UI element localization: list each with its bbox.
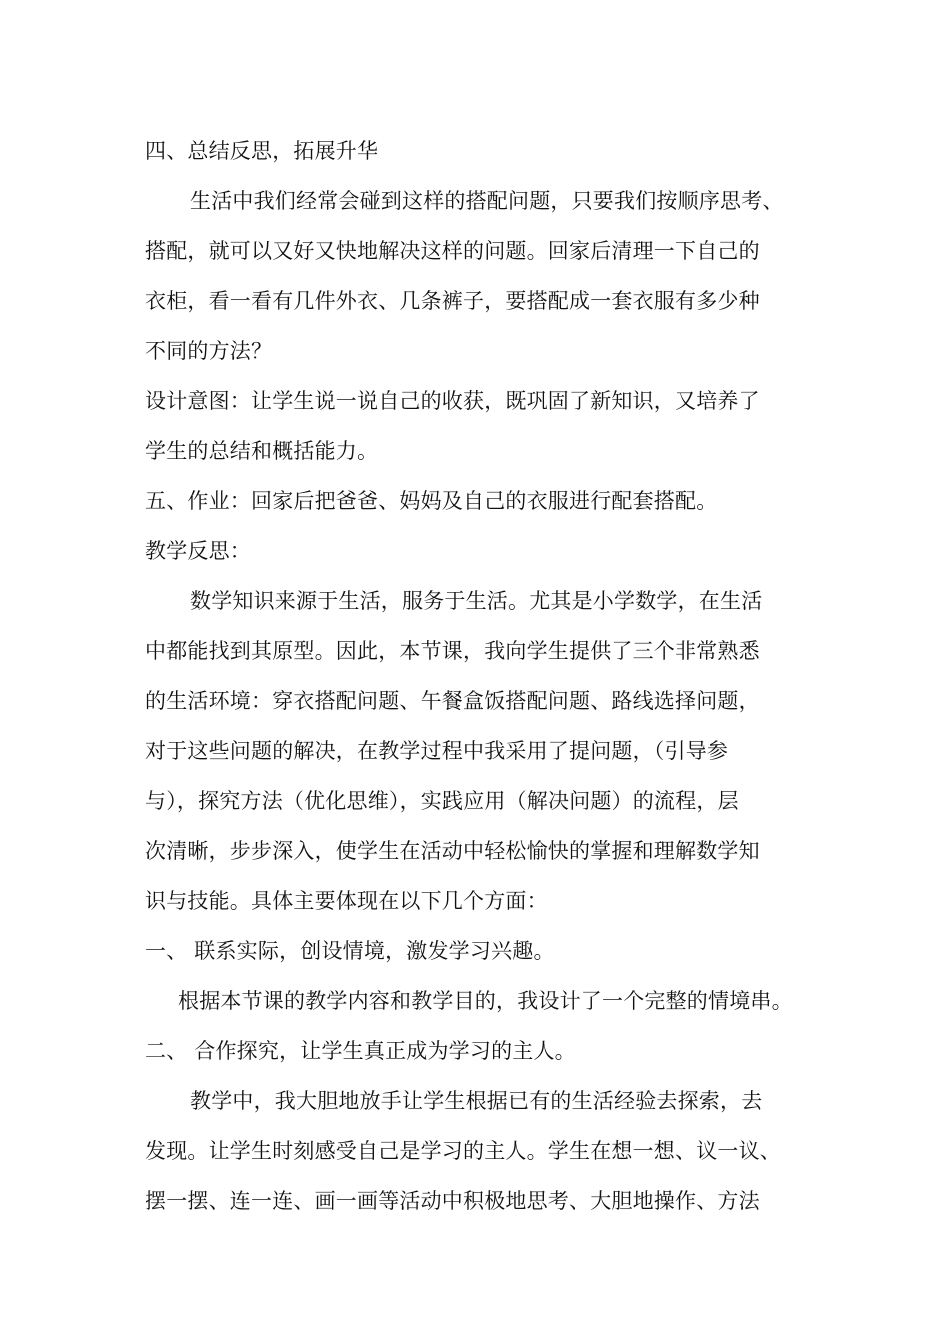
list-item-1: 一、 联系实际，创设情境，激发学习兴趣。 [145,939,555,963]
design-intent-line: 设计意图：让学生说一说自己的收获，既巩固了新知识，又培养了 [145,389,760,413]
paragraph-line: 次清晰，步步深入，使学生在活动中轻松愉快的掌握和理解数学知 [145,839,760,863]
section-heading-5: 五、作业：回家后把爸爸、妈妈及自己的衣服进行配套搭配。 [145,489,718,513]
paragraph-line: 根据本节课的教学内容和教学目的，我设计了一个完整的情境串。 [178,989,793,1013]
list-item-2: 二、 合作探究，让学生真正成为学习的主人。 [145,1039,576,1063]
section-heading-4: 四、总结反思，拓展升华 [145,139,379,163]
paragraph-line: 数学知识来源于生活，服务于生活。尤其是小学数学，在生活 [190,589,763,613]
paragraph-line: 识与技能。具体主要体现在以下几个方面： [145,889,548,913]
paragraph-line: 对于这些问题的解决，在教学过程中我采用了提问题，（引导参 [145,739,729,763]
paragraph-line: 发现。让学生时刻感受自己是学习的主人。学生在想一想、议一议、 [145,1139,781,1163]
paragraph-line: 的生活环境：穿衣搭配问题、午餐盒饭搭配问题、路线选择问题， [145,689,760,713]
paragraph-line: 不同的方法？ [145,339,273,363]
paragraph-line: 教学中，我大胆地放手让学生根据已有的生活经验去探索，去 [190,1089,763,1113]
paragraph-line: 生活中我们经常会碰到这样的搭配问题，只要我们按顺序思考、 [190,189,784,213]
design-intent-line: 学生的总结和概括能力。 [145,439,379,463]
paragraph-line: 搭配，就可以又好又快地解决这样的问题。回家后清理一下自己的 [145,239,760,263]
paragraph-line: 中都能找到其原型。因此，本节课，我向学生提供了三个非常熟悉 [145,639,760,663]
paragraph-line: 衣柜，看一看有几件外衣、几条裤子，要搭配成一套衣服有多少种 [145,289,760,313]
reflection-heading: 教学反思： [145,539,251,563]
paragraph-line: 与），探究方法（优化思维），实践应用（解决问题）的流程，层 [145,789,739,813]
paragraph-line: 摆一摆、连一连、画一画等活动中积极地思考、大胆地操作、方法 [145,1189,760,1213]
